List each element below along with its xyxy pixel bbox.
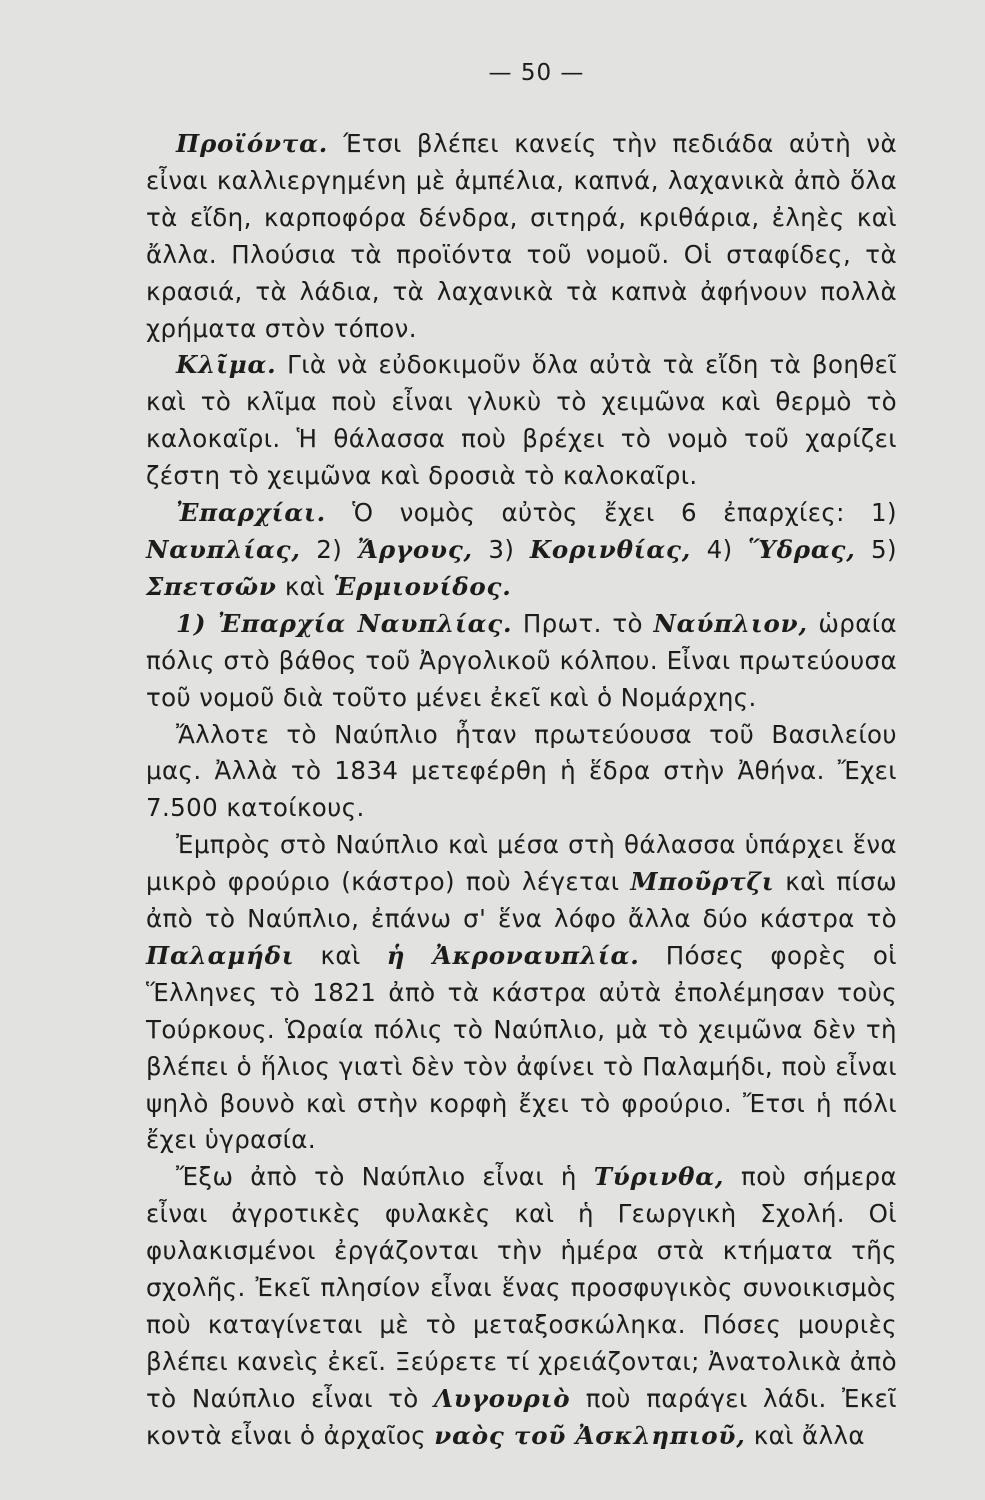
paragraph-climate [146,347,897,495]
paragraph-castles [146,827,897,1159]
bold-term: ναὸς τοῦ Ἀσκληπιοῦ, [434,1420,746,1450]
text: Πρωτ. τὸ [512,608,654,638]
heading-nafplio-province: 1) Ἐπαρχία Ναυπλίας. [176,608,513,638]
page-text [146,126,897,1455]
text: Ἄλλοτε τὸ Ναύπλιο ἦταν πρωτεύουσα τοῦ Βασιλείου μας. Ἀλλὰ τὸ 1834 μετεφέρθη ἡ ἕδρα στὴν Ἀθήνα. Ἔχει 7.500 κατοίκους. [146,719,897,823]
text: καὶ [294,940,387,970]
text: Ὁ νομὸς αὐτὸς ἔχει 6 ἐπαρχίες: 1) [325,498,897,528]
bold-term: Παλαμήδι [146,940,295,970]
bold-term: Τύρινθα, [593,1162,725,1192]
bold-term: Σπετσῶν [146,571,277,601]
bold-term: ἡ Ἀκροναυπλία. [386,940,640,970]
heading-products: Προϊόντα. [176,129,329,158]
text: 5) [855,534,897,564]
bold-term: Κορινθίας, [529,534,692,564]
text: 4) [691,534,749,564]
bold-term: Ἑρμιονίδος. [333,571,512,601]
bold-term: Λυγουριὸ [434,1383,571,1413]
text: Έτσι βλέπει κανείς τὴν πεδιάδα αὐτὴ νὰ εἶναι καλλιεργημένη μὲ ἀμπέλια, καπνά, λαχανικὰ ἀπὸ ὅλα τὰ εἴδη, καρποφόρα δένδρα, σιτηρά, κριθάρια, ἐληὲς καὶ ἄλλα. Πλούσια τὰ προϊόντα τοῦ νομοῦ. Οἱ σταφίδες, τὰ κρασιά, τὰ λάδια, τὰ λαχανικὰ τὰ καπνὰ ἀφήνουν πολλὰ χρήματα στὸν τόπον. [146,129,897,343]
text: 3) [472,534,530,564]
paragraph-products [146,126,897,347]
text: Ἔξω ἀπὸ τὸ Ναύπλιο εἶναι ἡ [176,1162,594,1192]
paragraph-provinces [146,495,897,606]
text: Ἐμπρὸς στὸ Ναύπλιο καὶ μέσα στὴ θάλασσα ὑπάρχει ἕνα μικρὸ φρούριο (κάστρο) ποὺ λέγεται [146,830,897,897]
text: ποὺ παράγει λάδι. Ἐκεῖ κοντὰ εἶναι ὁ ἀρχαῖος [146,1383,897,1450]
text: ποὺ σήμερα εἶναι ἀγροτικὲς φυλακὲς καὶ ἡ Γεωργικὴ Σχολή. Οἱ φυλακισμένοι ἐργάζονται τὴν ἡμέρα στὰ κτήματα τῆς σχολῆς. Ἐκεῖ πλησίον εἶναι ἕνας προσφυγικὸς συνοικισμὸς ποὺ καταγίνεται μὲ τὸ μεταξοσκώληκα. Πόσες μουριὲς βλέπει κανεὶς ἐκεῖ. Ξεύρετε τί χρειάζονται; Ἀνατολικὰ ἀπὸ τὸ Ναύπλιο εἶναι τὸ [146,1162,898,1413]
bold-term: Ἄργους, [357,534,473,564]
bold-term: Μποῦρτζι [630,867,775,897]
text: Πόσες φορὲς οἱ Ἕλληνες τὸ 1821 ἀπὸ τὰ κάστρα αὐτὰ ἐπολέμησαν τοὺς Τούρκους. Ὡραία πόλις τὸ Ναύπλιο, μὰ τὸ χειμῶνα δὲν τὴ βλέπει ὁ ἥλιος γιατὶ δὲν τὸν ἀφίνει τὸ Παλαμήδι, ποὺ εἶναι ψηλὸ βουνὸ καὶ στὴν κορφὴ ἔχει τὸ φρούριο. Ἔτσι ἡ πόλι ἔχει ὑγρασία. [146,940,897,1155]
text: 2) [300,534,358,564]
bold-term: Ναυπλίας, [146,534,301,564]
paragraph-nafplio-province [146,606,897,717]
paragraph-former-capital [146,717,897,828]
text: καὶ ἄλλα [745,1420,865,1450]
heading-climate: Κλῖμα. [176,350,277,380]
bold-term: Ὕδρας, [748,534,856,564]
bold-term: Ναύπλιον, [653,608,808,638]
page-number: — 50 — [488,60,585,86]
heading-provinces: Ἐπαρχίαι. [176,498,326,528]
text: καὶ [276,571,334,601]
text: Γιὰ νὰ εὐδοκιμοῦν ὅλα αὐτὰ τὰ εἴδη τὰ βοηθεῖ καὶ τὸ κλῖμα ποὺ εἶναι γλυκὺ τὸ χειμῶνα καὶ θερμὸ τὸ καλοκαῖρι. Ἡ θάλασσα ποὺ βρέχει τὸ νομὸ τοῦ χαρίζει ζέστη τὸ χειμῶνα καὶ δροσιὰ τὸ καλοκαῖρι. [146,350,897,491]
text: καὶ πίσω ἀπὸ τὸ Ναύπλιο, ἐπάνω σ' ἕνα λόφο ἄλλα δύο κάστρα τὸ [146,867,898,934]
text: ὡραία πόλις στὸ βάθος τοῦ Ἀργολικοῦ κόλπου. Εἶναι πρωτεύουσα τοῦ νομοῦ διὰ τοῦτο μένει ἐκεῖ καὶ ὁ Νομάρχης. [146,608,897,712]
paragraph-tiryns [146,1159,897,1454]
